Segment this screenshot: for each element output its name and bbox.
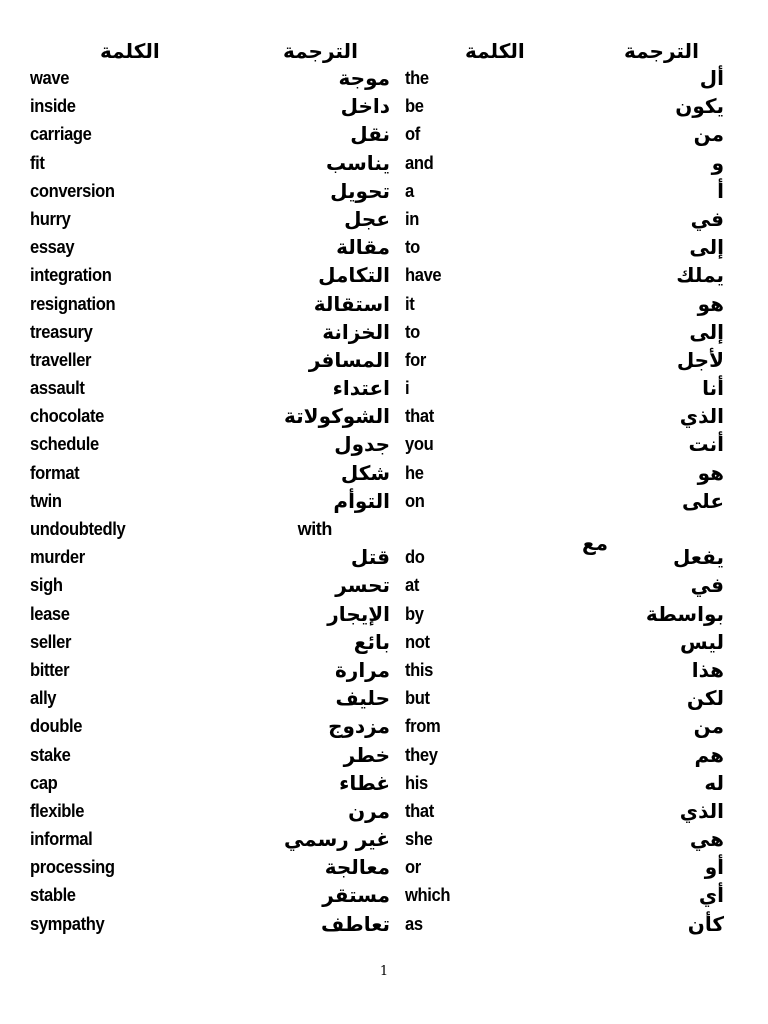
table-row: [0, 374, 768, 402]
arabic-translation-2: الذي: [679, 404, 724, 429]
english-word-1: bitter: [30, 659, 70, 680]
table-row: [0, 628, 768, 656]
arabic-translation-2: و: [711, 150, 724, 175]
english-word-2: as: [405, 913, 423, 934]
header-translation-2: الترجمة: [624, 39, 699, 63]
english-word-2: on: [405, 490, 425, 511]
table-row: [0, 487, 768, 515]
english-word-1: inside: [30, 96, 76, 117]
arabic-translation-2: بواسطة: [645, 601, 724, 626]
arabic-translation-2: إلى: [689, 319, 724, 344]
english-word-1: essay: [30, 237, 75, 258]
arabic-translation-2: في: [690, 206, 724, 231]
arabic-translation-2: يفعل: [672, 545, 724, 570]
arabic-translation-2: لأجل: [676, 347, 724, 372]
arabic-translation-1: مقالة: [336, 235, 390, 260]
english-word-1: traveller: [30, 349, 92, 370]
table-row: [0, 120, 768, 148]
table-row: [0, 261, 768, 289]
table-row: [0, 769, 768, 797]
english-word-2: be: [405, 96, 424, 117]
arabic-translation-1: التكامل: [318, 263, 390, 288]
table-row: [0, 290, 768, 318]
arabic-translation-2: أنا: [702, 376, 724, 401]
english-word-1: cap: [30, 772, 58, 793]
header-word-2: الكلمة: [465, 39, 525, 63]
arabic-translation-1: تحويل: [330, 178, 390, 203]
page-number: 1: [379, 964, 389, 979]
table-row: [0, 684, 768, 712]
english-word-2: which: [405, 885, 451, 906]
header-translation-1: الترجمة: [283, 39, 358, 63]
english-word-2: for: [405, 349, 426, 370]
arabic-translation-1: مزدوج: [328, 714, 390, 739]
english-word-2: have: [405, 265, 442, 286]
arabic-translation-1: خطر: [343, 742, 390, 767]
english-word-1: format: [30, 462, 80, 483]
table-row: [0, 797, 768, 825]
table-row: [0, 402, 768, 430]
arabic-translation-2: على: [681, 488, 724, 513]
arabic-translation-2: أ: [717, 178, 724, 203]
arabic-translation-2: إلى: [689, 235, 724, 260]
english-word-1: sympathy: [30, 913, 105, 934]
arabic-translation-2: مع: [581, 531, 608, 555]
table-row: [0, 177, 768, 205]
english-word-1: flexible: [30, 800, 85, 821]
table-row: [0, 656, 768, 684]
table-row: [0, 712, 768, 740]
arabic-translation-1: with: [297, 519, 332, 539]
arabic-translation-1: تعاطف: [321, 911, 390, 936]
arabic-translation-2: الذي: [679, 798, 724, 823]
english-word-2: that: [405, 406, 434, 427]
english-word-2: in: [405, 208, 419, 229]
arabic-translation-1: التوأم: [333, 488, 390, 513]
arabic-translation-1: يناسب: [325, 150, 390, 175]
table-row: [0, 825, 768, 853]
table-row: [0, 600, 768, 628]
table-row: [0, 910, 768, 938]
english-word-1: assault: [30, 378, 85, 399]
english-word-2: this: [405, 659, 433, 680]
arabic-translation-1: داخل: [340, 94, 390, 119]
table-row: [0, 149, 768, 177]
english-word-1: stake: [30, 744, 71, 765]
arabic-translation-1: غطاء: [339, 770, 390, 795]
arabic-translation-1: الإيجار: [327, 601, 390, 626]
table-row: [0, 853, 768, 881]
english-word-2: i: [405, 378, 410, 399]
english-word-1: undoubtedly: [30, 519, 126, 539]
arabic-translation-2: هذا: [691, 657, 724, 682]
arabic-translation-1: جدول: [334, 432, 390, 457]
english-word-2: of: [405, 124, 420, 145]
english-word-2: the: [405, 68, 429, 88]
table-row: [0, 92, 768, 120]
english-word-2: and: [405, 152, 434, 173]
english-word-1: stable: [30, 885, 76, 906]
english-word-1: fit: [30, 152, 45, 173]
arabic-translation-2: هي: [689, 827, 724, 852]
english-word-1: murder: [30, 547, 85, 568]
header-word-1: الكلمة: [100, 39, 160, 63]
english-word-1: carriage: [30, 124, 92, 145]
english-word-2: from: [405, 716, 441, 737]
arabic-translation-2: ليس: [680, 629, 724, 654]
arabic-translation-2: له: [704, 770, 724, 795]
english-word-1: seller: [30, 631, 72, 652]
english-word-1: double: [30, 716, 83, 737]
english-word-2: do: [405, 547, 425, 568]
english-word-1: treasury: [30, 321, 93, 342]
table-row: [0, 741, 768, 769]
table-row: [0, 64, 768, 92]
english-word-1: twin: [30, 490, 62, 511]
table-row: [0, 430, 768, 458]
arabic-translation-1: مستقر: [322, 883, 390, 908]
english-word-1: lease: [30, 603, 70, 624]
english-word-1: hurry: [30, 208, 71, 229]
english-word-2: his: [405, 772, 428, 793]
arabic-translation-2: يملك: [676, 263, 724, 288]
arabic-translation-1: بائع: [353, 629, 390, 654]
arabic-translation-1: استقالة: [313, 291, 390, 316]
arabic-translation-1: الشوكولاتة: [284, 404, 390, 429]
english-word-2: at: [405, 575, 420, 596]
arabic-translation-2: كأن: [687, 911, 724, 936]
arabic-translation-2: أو: [704, 855, 724, 880]
english-word-1: sigh: [30, 575, 63, 596]
table-row: [0, 881, 768, 909]
table-row: [0, 459, 768, 487]
arabic-translation-2: في: [690, 573, 724, 598]
arabic-translation-1: المسافر: [308, 347, 390, 372]
arabic-translation-2: من: [693, 714, 724, 739]
english-word-2: they: [405, 744, 438, 765]
english-word-2: he: [405, 462, 424, 483]
arabic-translation-2: أل: [699, 66, 724, 90]
english-word-1: wave: [30, 68, 70, 88]
arabic-translation-1: عجل: [344, 206, 390, 231]
english-word-1: conversion: [30, 180, 115, 201]
arabic-translation-1: حليف: [335, 686, 390, 711]
english-word-1: ally: [30, 688, 57, 709]
english-word-2: or: [405, 857, 421, 878]
english-word-2: you: [405, 434, 434, 455]
english-word-1: integration: [30, 265, 112, 286]
arabic-translation-2: من: [693, 122, 724, 147]
english-word-1: schedule: [30, 434, 99, 455]
english-word-2: but: [405, 688, 430, 709]
vocabulary-table: [0, 64, 768, 938]
english-word-2: to: [405, 237, 420, 258]
english-word-2: not: [405, 631, 430, 652]
english-word-1: chocolate: [30, 406, 105, 427]
arabic-translation-1: مرن: [348, 798, 390, 823]
arabic-translation-1: نقل: [350, 122, 390, 147]
table-row: [0, 515, 768, 555]
english-word-1: resignation: [30, 293, 116, 314]
arabic-translation-1: اعتداء: [332, 376, 390, 401]
table-row: [0, 233, 768, 261]
arabic-translation-2: هم: [694, 742, 724, 767]
arabic-translation-2: لكن: [686, 686, 724, 711]
arabic-translation-2: يكون: [675, 94, 724, 119]
arabic-translation-1: تحسر: [335, 573, 390, 598]
table-row: [0, 571, 768, 599]
english-word-1: informal: [30, 829, 93, 850]
arabic-translation-2: أنت: [688, 432, 724, 457]
arabic-translation-1: قتل: [350, 545, 390, 570]
english-word-2: she: [405, 829, 433, 850]
english-word-2: by: [405, 603, 424, 624]
arabic-translation-1: موجة: [338, 66, 390, 90]
english-word-2: that: [405, 800, 434, 821]
arabic-translation-1: شكل: [340, 460, 390, 485]
table-row: [0, 318, 768, 346]
arabic-translation-1: غير رسمي: [283, 827, 390, 852]
table-row: [0, 205, 768, 233]
arabic-translation-1: الخزانة: [322, 319, 390, 344]
arabic-translation-2: أي: [698, 883, 724, 908]
english-word-2: to: [405, 321, 420, 342]
arabic-translation-2: هو: [697, 460, 724, 485]
english-word-1: processing: [30, 857, 115, 878]
arabic-translation-1: معالجة: [324, 855, 390, 880]
english-word-2: a: [405, 180, 414, 201]
table-row: [0, 346, 768, 374]
arabic-translation-2: هو: [697, 291, 724, 316]
english-word-2: it: [405, 293, 415, 314]
arabic-translation-1: مرارة: [335, 657, 390, 682]
table-row: [0, 543, 768, 571]
